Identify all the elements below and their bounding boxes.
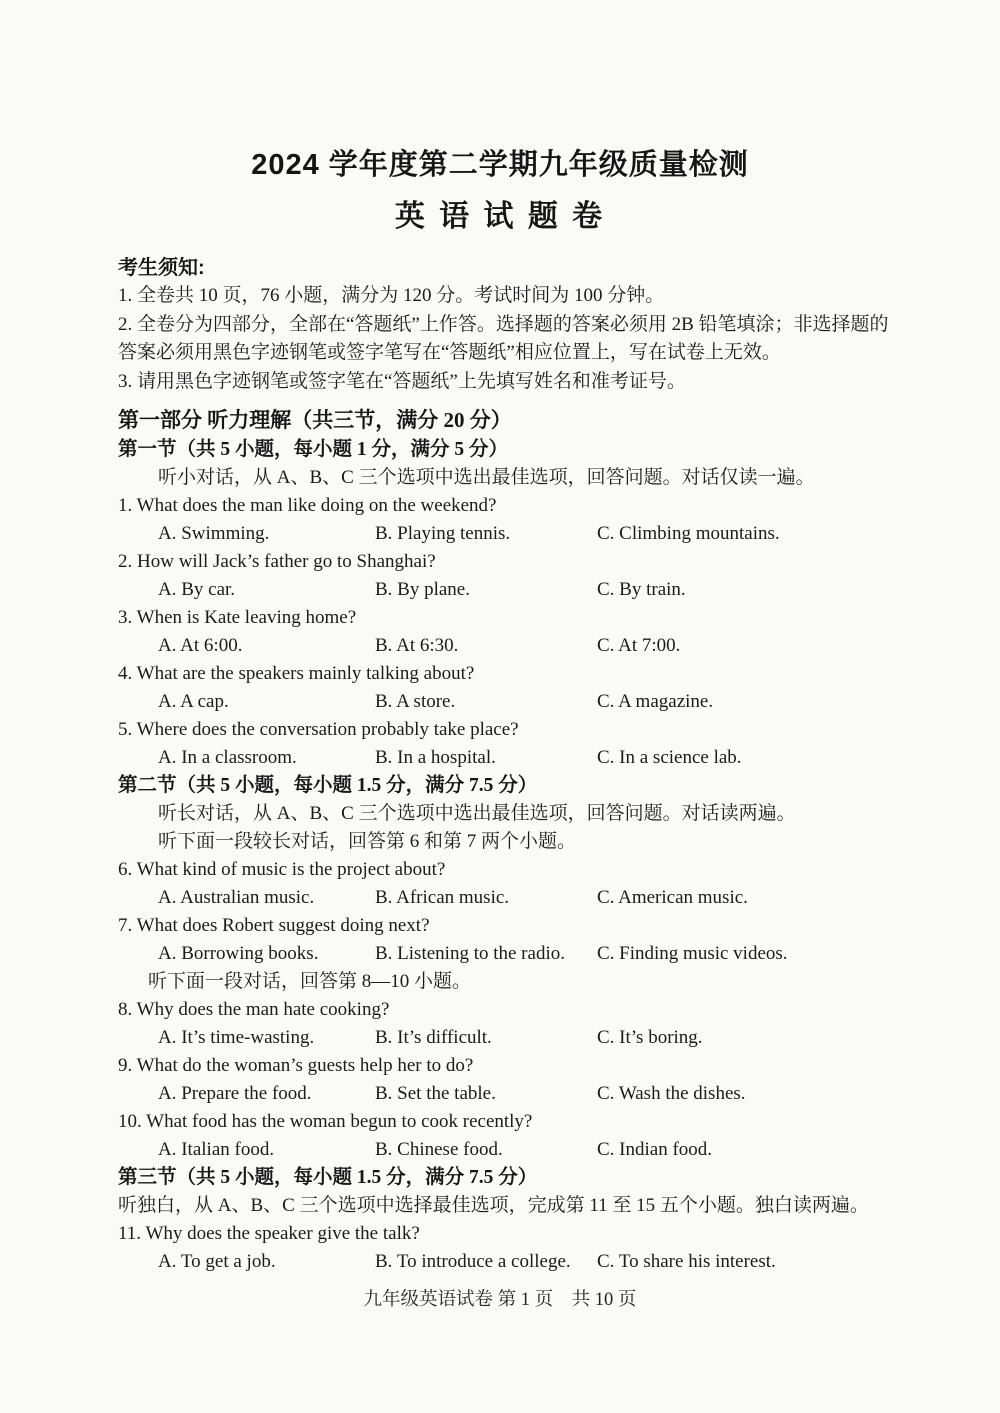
question-2	[118, 548, 905, 604]
question-4	[118, 660, 905, 716]
question-3	[118, 604, 905, 660]
section3-instruction: 听独白，从 A、B、C 三个选项中选择最佳选项，完成第 11 至 15 五个小题。独白读两遍。	[118, 1195, 869, 1216]
option-c: C. At 7:00.	[597, 635, 681, 656]
option-b: B. Listening to the radio.	[375, 943, 565, 964]
part1-heading: 第一部分 听力理解（共三节，满分 20 分）	[118, 408, 512, 432]
question-text: 10. What food has the woman begun to cook recently?	[118, 1111, 533, 1132]
question-options	[118, 1080, 905, 1108]
option-b: B. By plane.	[375, 579, 470, 600]
option-a: A. At 6:00.	[158, 635, 243, 656]
option-c: C. American music.	[597, 887, 748, 908]
option-c: C. Climbing mountains.	[597, 523, 780, 544]
question-6	[118, 856, 905, 912]
option-c: C. Indian food.	[597, 1139, 713, 1160]
option-c: C. It’s boring.	[597, 1027, 703, 1048]
section1-heading: 第一节（共 5 小题，每小题 1 分，满分 5 分）	[118, 439, 509, 460]
question-text: 7. What does Robert suggest doing next?	[118, 915, 430, 936]
question-10	[118, 1108, 905, 1164]
candidate-notice	[118, 254, 905, 396]
question-5	[118, 716, 905, 772]
notice-heading: 考生须知:	[118, 257, 205, 279]
question-text: 1. What does the man like doing on the weekend?	[118, 495, 497, 516]
option-b: B. Set the table.	[375, 1083, 496, 1104]
section1-instruction: 听小对话，从 A、B、C 三个选项中选出最佳选项，回答问题。对话仅读一遍。	[158, 467, 815, 488]
option-a: A. A cap.	[158, 691, 229, 712]
option-c: C. Finding music videos.	[597, 943, 788, 964]
section2-instruction-2: 听下面一段较长对话，回答第 6 和第 7 两个小题。	[158, 831, 577, 852]
option-b: B. A store.	[375, 691, 456, 712]
notice-item-2: 2. 全卷分为四部分，全部在“答题纸”上作答。选择题的答案必须用 2B 铅笔填涂；非选择题的答案必须用黑色字迹钢笔或签字笔写在“答题纸”相应位置上，写在试卷上无效。	[118, 313, 889, 363]
option-c: C. In a science lab.	[597, 747, 742, 768]
section2-heading: 第二节（共 5 小题，每小题 1.5 分，满分 7.5 分）	[118, 775, 538, 796]
question-7	[118, 912, 905, 968]
section-3	[118, 1164, 905, 1276]
question-text: 9. What do the woman’s guests help her to do?	[118, 1055, 474, 1076]
question-options	[118, 1248, 905, 1276]
question-9	[118, 1052, 905, 1108]
exam-subtitle: 英 语 试 题 卷	[394, 200, 606, 233]
option-b: B. Chinese food.	[375, 1139, 503, 1160]
question-options	[118, 1136, 905, 1164]
exam-title: 2024 学年度第二学期九年级质量检测	[251, 149, 749, 181]
option-c: C. By train.	[597, 579, 686, 600]
section2-instruction-3: 听下面一段对话，回答第 8—10 小题。	[148, 971, 472, 992]
question-options	[118, 576, 905, 604]
question-options	[118, 744, 905, 772]
option-b: B. It’s difficult.	[375, 1027, 492, 1048]
notice-item-1: 1. 全卷共 10 页，76 小题，满分为 120 分。考试时间为 100 分钟。	[118, 285, 665, 306]
question-text: 11. Why does the speaker give the talk?	[118, 1223, 420, 1244]
question-1	[118, 492, 905, 548]
question-11	[118, 1220, 905, 1276]
question-text: 6. What kind of music is the project about?	[118, 859, 446, 880]
question-options	[118, 688, 905, 716]
question-text: 2. How will Jack’s father go to Shanghai?	[118, 551, 436, 572]
question-options	[118, 940, 905, 968]
question-options	[118, 520, 905, 548]
question-options	[118, 1024, 905, 1052]
option-a: A. Australian music.	[158, 887, 315, 908]
option-a: A. Italian food.	[158, 1139, 275, 1160]
option-b: B. To introduce a college.	[375, 1251, 571, 1272]
option-b: B. Playing tennis.	[375, 523, 511, 544]
option-c: C. To share his interest.	[597, 1251, 776, 1272]
question-text: 4. What are the speakers mainly talking about?	[118, 663, 475, 684]
option-b: B. In a hospital.	[375, 747, 496, 768]
option-a: A. By car.	[158, 579, 236, 600]
option-a: A. Prepare the food.	[158, 1083, 312, 1104]
option-b: B. African music.	[375, 887, 510, 908]
option-a: A. In a classroom.	[158, 747, 297, 768]
section3-heading: 第三节（共 5 小题，每小题 1.5 分，满分 7.5 分）	[118, 1167, 538, 1188]
question-text: 3. When is Kate leaving home?	[118, 607, 357, 628]
option-c: C. Wash the dishes.	[597, 1083, 746, 1104]
option-a: A. It’s time-wasting.	[158, 1027, 315, 1048]
option-b: B. At 6:30.	[375, 635, 459, 656]
option-a: A. To get a job.	[158, 1251, 276, 1272]
notice-item-3: 3. 请用黑色字迹钢笔或签字笔在“答题纸”上先填写姓名和准考证号。	[118, 370, 686, 392]
section-2	[118, 772, 905, 1164]
question-text: 8. Why does the man hate cooking?	[118, 999, 390, 1020]
question-8	[118, 996, 905, 1052]
page-footer: 九年级英语试卷 第 1 页 共 10 页	[363, 1290, 637, 1310]
option-c: C. A magazine.	[597, 691, 714, 712]
question-options	[118, 884, 905, 912]
option-a: A. Swimming.	[158, 523, 270, 544]
question-options	[118, 632, 905, 660]
option-a: A. Borrowing books.	[158, 943, 319, 964]
section-1	[118, 436, 905, 772]
question-text: 5. Where does the conversation probably take place?	[118, 719, 519, 740]
section2-instruction-1: 听长对话，从 A、B、C 三个选项中选出最佳选项，回答问题。对话读两遍。	[158, 803, 796, 824]
